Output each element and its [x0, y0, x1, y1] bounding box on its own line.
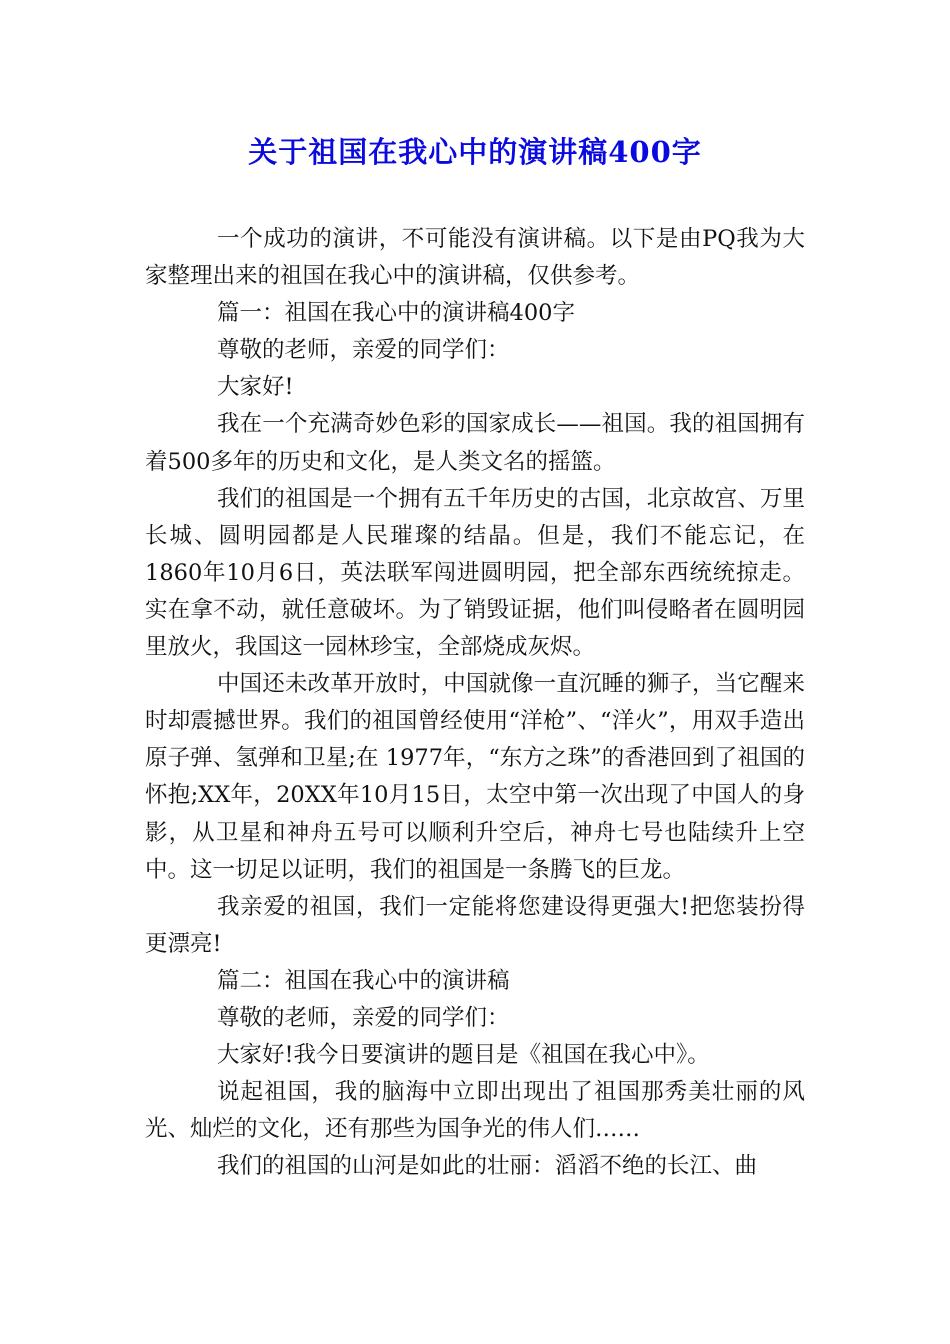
- paragraph: 我们的祖国是一个拥有五千年历史的古国，北京故宫、万里长城、圆明园都是人民璀璨的结晶。但是，我们不能忘记，在1860年10月6日，英法联军闯进圆明园，把全部东西统统掠走。实在拿不动，就任意破坏。为了销毁证据，他们叫侵略者在圆明园里放火，我国这一园林珍宝，全部烧成灰烬。: [145, 485, 805, 661]
- paragraph: 中国还未改革开放时，中国就像一直沉睡的狮子，当它醒来时却震撼世界。我们的祖国曾经使用“洋枪”、“洋火”，用双手造出原子弹、氢弹和卫星;在 1977年，“东方之珠”的香港回到了祖国的怀抱;XX年，20XX年10月15日，太空中第一次出现了中国人的身影，从卫星和神舟五号可以顺利升空后，神舟七号也陆续升上空中。这一切足以证明，我们的祖国是一条腾飞的巨龙。: [145, 671, 805, 883]
- paragraph: 尊敬的老师，亲爱的同学们：: [217, 1004, 510, 1031]
- paragraph: 我们的祖国的山河是如此的壮丽：滔滔不绝的长江、曲: [217, 1153, 758, 1180]
- document-title: 关于祖国在我心中的演讲稿400字: [248, 135, 702, 169]
- section-heading: 篇一：祖国在我心中的演讲稿400字: [217, 300, 575, 327]
- paragraph: 我在一个充满奇妙色彩的国家成长——祖国。我的祖国拥有着500多年的历史和文化，是人类文名的摇篮。: [145, 411, 805, 475]
- section-heading: 篇二：祖国在我心中的演讲稿: [217, 967, 510, 994]
- paragraph: 一个成功的演讲，不可能没有演讲稿。以下是由PQ我为大家整理出来的祖国在我心中的演讲稿，仅供参考。: [145, 226, 805, 290]
- document-body: [145, 221, 805, 1185]
- paragraph: 说起祖国，我的脑海中立即出现出了祖国那秀美壮丽的风光、灿烂的文化，还有那些为国争光的伟人们……: [145, 1079, 805, 1143]
- paragraph: 大家好!我今日要演讲的题目是《祖国在我心中》。: [217, 1042, 710, 1069]
- paragraph: 我亲爱的祖国，我们一定能将您建设得更强大!把您装扮得更漂亮!: [145, 893, 805, 957]
- paragraph: 尊敬的老师，亲爱的同学们：: [217, 337, 510, 364]
- paragraph: 大家好!: [217, 374, 294, 401]
